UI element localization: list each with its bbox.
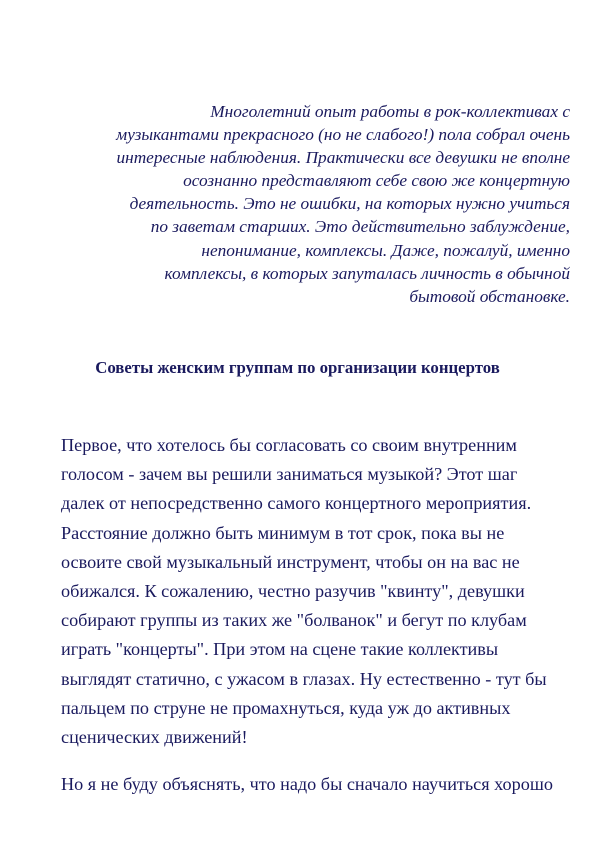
paragraph-line: собирают группы из таких же "болванок" и бегут по клубам [61, 610, 527, 631]
epigraph-line: деятельность. Это не ошибки, на которых нужно учиться [129, 194, 570, 214]
paragraph-line: играть "концерты". При этом на сцене такие коллективы [61, 639, 499, 660]
epigraph-line: осознанно представляют себе свою же концертную [183, 171, 570, 191]
epigraph [40, 100, 570, 308]
paragraph-line: далек от непосредственно самого концертного мероприятия. [61, 493, 532, 514]
paragraph-line: пальцем по струне не промахнуться, куда уж до активных [61, 697, 511, 718]
paragraph-2: Но я не буду объяснять, что надо бы сначало научиться хорошо [61, 774, 553, 794]
paragraph-line: выглядят статично, с ужасом в глазах. Ну естественно - тут бы [61, 668, 547, 689]
epigraph-line: непонимание, комплексы. Даже, пожалуй, именно [201, 240, 570, 260]
paragraph-line: Первое, что хотелось бы согласовать со своим внутренним [61, 435, 517, 455]
epigraph-line: комплексы, в которых запуталась личность в обычной [164, 263, 570, 283]
epigraph-line: Многолетний опыт работы в рок-коллективах с [210, 102, 570, 121]
paragraph-line: освоите свой музыкальный инструмент, чтобы он на вас не [61, 551, 520, 572]
paragraph-1 [61, 431, 581, 752]
epigraph-line: бытовой обстановке. [409, 286, 570, 306]
paragraph-line: голосом - зачем вы решили заниматься музыкой? Этот шаг [61, 464, 518, 485]
epigraph-line: по заветам старших. Это действительно заблуждение, [150, 217, 570, 237]
document-title: Советы женским группам по организации концертов [95, 358, 500, 377]
paragraph-line: сценических движений! [61, 727, 248, 748]
epigraph-line: музыкантами прекрасного (но не слабого!) пола собрал очень [116, 125, 570, 145]
paragraph-line: обижался. К сожалению, честно разучив "квинту", девушки [61, 581, 525, 602]
epigraph-line: интересные наблюдения. Практически все девушки не вполне [116, 148, 570, 168]
paragraph-line: Расстояние должно быть минимум в тот срок, пока вы не [61, 522, 505, 543]
